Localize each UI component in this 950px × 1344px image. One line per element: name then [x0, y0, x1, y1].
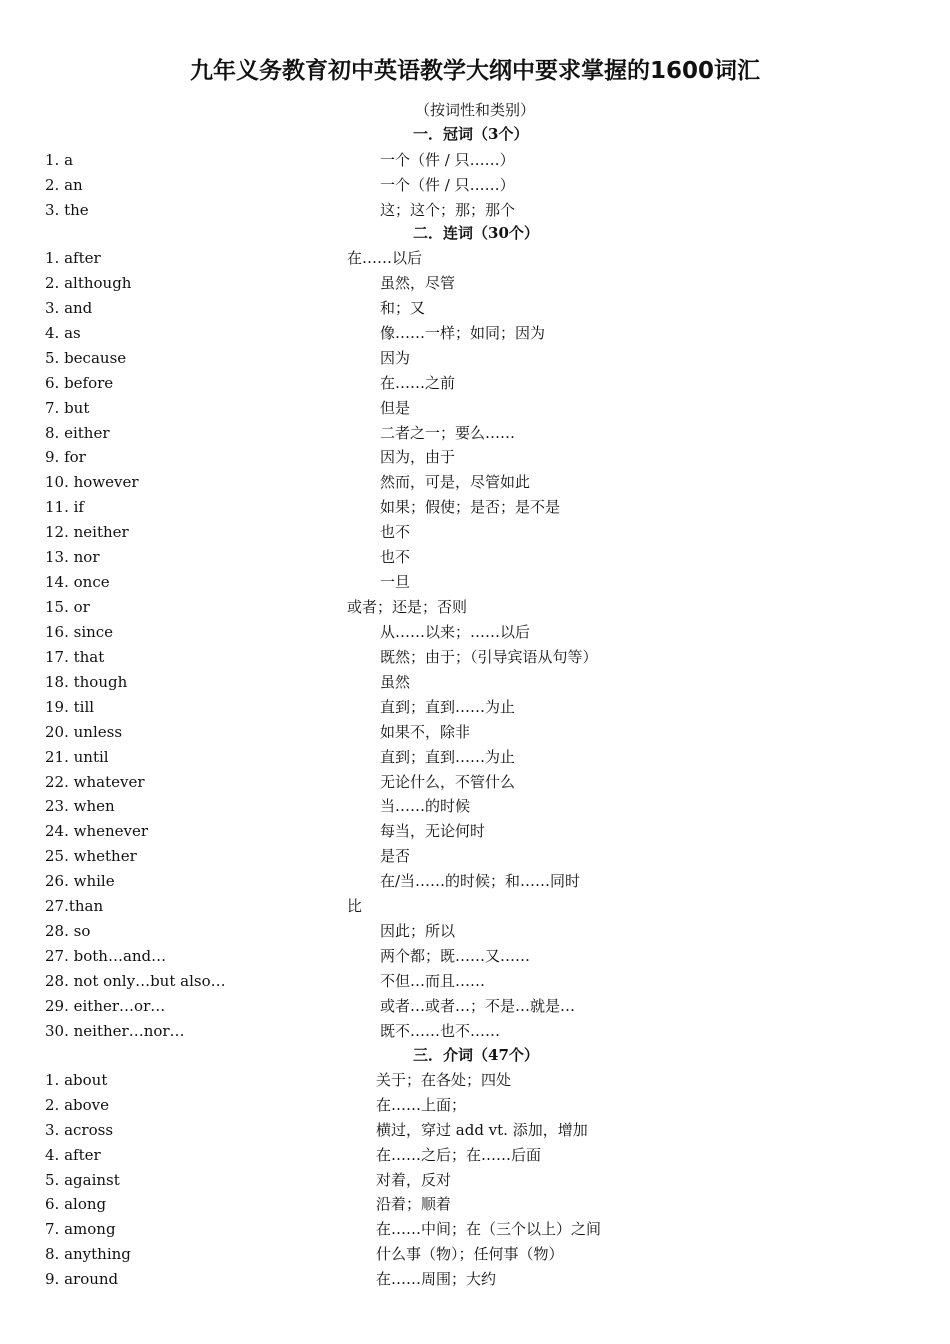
- entry-meaning: 沿着；顺着: [376, 1195, 452, 1213]
- entry-word: 12. neither: [45, 523, 129, 541]
- list-item: [0, 1144, 950, 1168]
- entry-meaning: 或者…或者…；不是…就是…: [380, 997, 576, 1015]
- entry-word: 7. among: [45, 1220, 116, 1238]
- list-item: [0, 397, 950, 421]
- list-item: [0, 1193, 950, 1217]
- list-item: [0, 1020, 950, 1044]
- entry-meaning: 是否: [380, 847, 411, 865]
- entry-word: 14. once: [45, 573, 110, 591]
- list-item: [0, 820, 950, 844]
- list-item: [0, 970, 950, 994]
- list-item: [0, 696, 950, 720]
- list-item: [0, 1268, 950, 1292]
- entry-meaning: 既不……也不……: [380, 1022, 501, 1040]
- list-item: [0, 795, 950, 819]
- entry-meaning: 在……之前: [380, 374, 456, 392]
- entry-meaning: 对着，反对: [376, 1171, 452, 1189]
- entry-meaning: 二者之一；要么……: [380, 424, 516, 442]
- list-item: [0, 721, 950, 745]
- entry-meaning: 虽然: [380, 673, 411, 691]
- entry-word: 24. whenever: [45, 822, 149, 840]
- entry-word: 4. as: [45, 324, 81, 342]
- list-item: [0, 247, 950, 271]
- entry-word: 16. since: [45, 623, 114, 641]
- list-item: [0, 1069, 950, 1093]
- entry-word: 10. however: [45, 473, 139, 491]
- list-item: [0, 845, 950, 869]
- entry-word: 11. if: [45, 498, 84, 516]
- list-item: [0, 1169, 950, 1193]
- entry-meaning: 但是: [380, 399, 411, 417]
- entry-meaning: 因此；所以: [380, 922, 456, 940]
- entry-word: 6. before: [45, 374, 114, 392]
- entry-meaning: 在……以后: [347, 249, 423, 267]
- list-item: [0, 621, 950, 645]
- entry-meaning: 从……以来；……以后: [380, 623, 531, 641]
- list-item: [0, 571, 950, 595]
- entry-word: 2. although: [45, 274, 132, 292]
- entry-meaning: 横过，穿过 add vt. 添加，增加: [376, 1121, 588, 1139]
- entry-word: 18. though: [45, 673, 128, 691]
- entry-word: 19. till: [45, 698, 95, 716]
- list-item: [0, 995, 950, 1019]
- entry-word: 9. around: [45, 1270, 119, 1288]
- entry-meaning: 或者；还是；否则: [347, 598, 468, 616]
- list-item: [0, 496, 950, 520]
- entry-meaning: 在……周围；大约: [376, 1270, 497, 1288]
- list-item: [0, 446, 950, 470]
- list-item: [0, 521, 950, 545]
- entry-meaning: 因为，由于: [380, 448, 456, 466]
- list-item: [0, 471, 950, 495]
- entry-word: 29. either…or…: [45, 997, 166, 1015]
- entry-word: 21. until: [45, 748, 109, 766]
- list-item: [0, 945, 950, 969]
- list-item: [0, 372, 950, 396]
- list-item: [0, 322, 950, 346]
- list-item: [0, 1119, 950, 1143]
- list-item: [0, 870, 950, 894]
- entry-meaning: 一个（件 / 只……）: [380, 151, 515, 169]
- section-heading: 三．介词（47个）: [413, 1046, 539, 1064]
- entry-meaning: 直到；直到……为止: [380, 698, 516, 716]
- list-item: [0, 771, 950, 795]
- entry-meaning: 如果；假使；是否；是不是: [380, 498, 561, 516]
- entry-word: 3. the: [45, 201, 89, 219]
- entry-word: 15. or: [45, 598, 90, 616]
- entry-meaning: 无论什么，不管什么: [380, 773, 516, 791]
- entry-word: 5. because: [45, 349, 127, 367]
- entry-meaning: 在……之后；在……后面: [376, 1146, 542, 1164]
- entry-word: 3. and: [45, 299, 93, 317]
- list-item: [0, 174, 950, 198]
- entry-word: 2. an: [45, 176, 83, 194]
- entry-meaning: 在/当……的时候；和……同时: [380, 872, 581, 890]
- entry-word: 20. unless: [45, 723, 123, 741]
- page-subtitle: （按词性和类别）: [414, 101, 535, 119]
- entry-meaning: 在……中间；在（三个以上）之间: [376, 1220, 602, 1238]
- page-title: 九年义务教育初中英语教学大纲中要求掌握的1600词汇: [189, 58, 760, 84]
- entry-meaning: 也不: [380, 523, 411, 541]
- list-item: [0, 546, 950, 570]
- entry-meaning: 一个（件 / 只……）: [380, 176, 515, 194]
- entry-meaning: 什么事（物）；任何事（物）: [376, 1245, 564, 1263]
- list-item: [0, 272, 950, 296]
- entry-word: 17. that: [45, 648, 105, 666]
- entry-word: 8. anything: [45, 1245, 131, 1263]
- entry-word: 22. whatever: [45, 773, 145, 791]
- list-item: [0, 671, 950, 695]
- entry-meaning: 然而，可是，尽管如此: [380, 473, 531, 491]
- list-item: [0, 596, 950, 620]
- entry-meaning: 这；这个；那；那个: [380, 201, 516, 219]
- entry-word: 30. neither…nor…: [45, 1022, 185, 1040]
- list-item: [0, 149, 950, 173]
- section-heading: 一．冠词（3个）: [413, 125, 529, 143]
- list-item: [0, 746, 950, 770]
- entry-word: 23. when: [45, 797, 115, 815]
- entry-meaning: 虽然，尽管: [380, 274, 456, 292]
- entry-meaning: 两个都；既……又……: [380, 947, 531, 965]
- list-item: [0, 347, 950, 371]
- entry-word: 1. after: [45, 249, 101, 267]
- entry-meaning: 也不: [380, 548, 411, 566]
- entry-meaning: 在……上面；: [376, 1096, 467, 1114]
- entry-word: 25. whether: [45, 847, 137, 865]
- section-heading: 二．连词（30个）: [413, 224, 539, 242]
- list-item: [0, 422, 950, 446]
- list-item: [0, 895, 950, 919]
- entry-word: 1. a: [45, 151, 74, 169]
- entry-meaning: 关于；在各处；四处: [376, 1071, 512, 1089]
- list-item: [0, 646, 950, 670]
- entry-word: 6. along: [45, 1195, 107, 1213]
- entry-word: 27. both…and…: [45, 947, 167, 965]
- entry-word: 27.than: [45, 897, 104, 915]
- entry-word: 7. but: [45, 399, 90, 417]
- entry-word: 3. across: [45, 1121, 114, 1139]
- entry-word: 26. while: [45, 872, 115, 890]
- entry-word: 8. either: [45, 424, 110, 442]
- list-item: [0, 1243, 950, 1267]
- list-item: [0, 297, 950, 321]
- entry-meaning: 像……一样；如同；因为: [380, 324, 546, 342]
- entry-meaning: 如果不，除非: [380, 723, 471, 741]
- entry-meaning: 因为: [380, 349, 411, 367]
- entry-meaning: 比: [347, 897, 363, 915]
- entry-meaning: 和；又: [380, 299, 426, 317]
- list-item: [0, 920, 950, 944]
- entry-word: 5. against: [45, 1171, 120, 1189]
- entry-word: 28. not only…but also…: [45, 972, 226, 990]
- entry-meaning: 既然；由于；（引导宾语从句等）: [380, 648, 598, 666]
- entry-word: 4. after: [45, 1146, 101, 1164]
- entry-word: 28. so: [45, 922, 91, 940]
- entry-word: 9. for: [45, 448, 86, 466]
- list-item: [0, 199, 950, 223]
- entry-word: 1. about: [45, 1071, 108, 1089]
- entry-word: 13. nor: [45, 548, 100, 566]
- list-item: [0, 1094, 950, 1118]
- entry-word: 2. above: [45, 1096, 110, 1114]
- list-item: [0, 1218, 950, 1242]
- entry-meaning: 当……的时候: [380, 797, 471, 815]
- entry-meaning: 不但…而且……: [380, 972, 486, 990]
- entry-meaning: 直到；直到……为止: [380, 748, 516, 766]
- entry-meaning: 每当，无论何时: [380, 822, 486, 840]
- entry-meaning: 一旦: [380, 573, 411, 591]
